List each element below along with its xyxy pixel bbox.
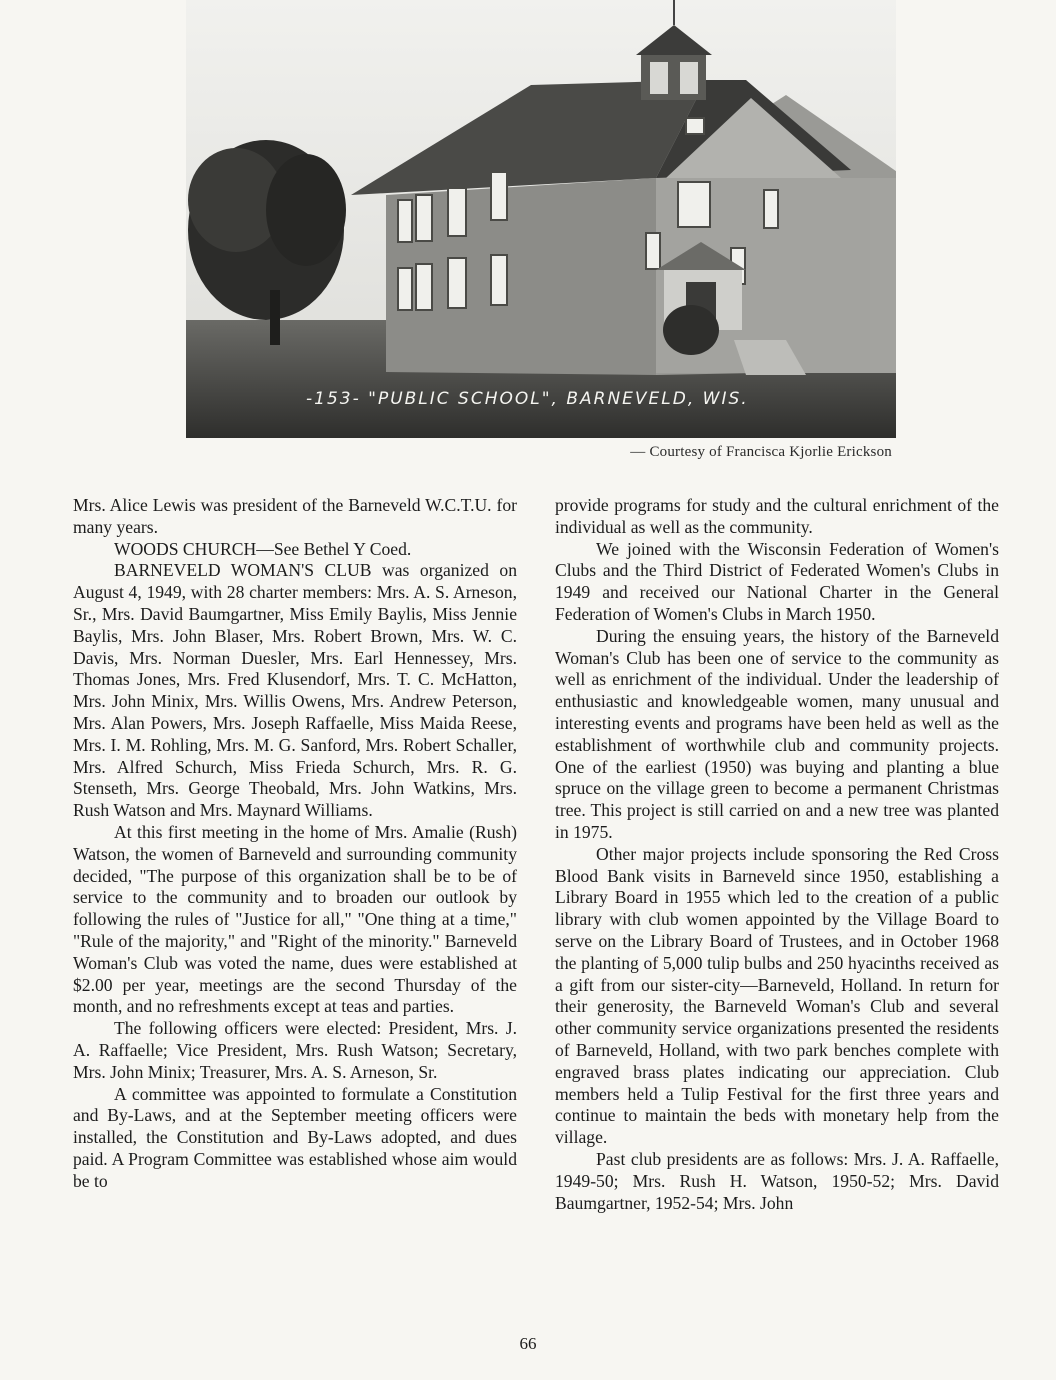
paragraph: provide programs for study and the cultural enrichment of the individual as well as the community. (555, 495, 999, 537)
paragraph: BARNEVELD WOMAN'S CLUB was organized on August 4, 1949, with 28 charter members: Mrs. A. S. Arneson, Sr., Mrs. David Baumgartner, Miss Emily Baylis, Miss Jennie Baylis, Mrs. John Blaser, Mrs. Robert Brown, Mrs. W. C. Davis, Mrs. Norman Duesler, Mrs. Earl Hennessey, Mrs. Thomas Jones, Mrs. Fred Klusendorf, Mrs. T. C. McHatton, Mrs. John Minix, Mrs. Willis Owens, Mrs. Andrew Peterson, Mrs. Alan Powers, Mrs. Joseph Raffaelle, Miss Maida Reese, Mrs. I. M. Rohling, Mrs. M. G. Sanford, Mrs. Robert Schaller, Mrs. Alfred Schurch, Miss Frieda Schurch, Mrs. R. G. Stenseth, Mrs. George Theobald, Mrs. John Watkins, Mrs. Rush Watson and Mrs. Maynard Williams. (73, 560, 517, 821)
right-column (555, 495, 999, 1214)
paragraph: A committee was appointed to formulate a Constitution and By-Laws, and at the September meeting officers were installed, the Constitution and By-Laws adopted, and dues paid. A Program Committee was established whose aim would be to (73, 1083, 517, 1191)
paragraph: The following officers were elected: President, Mrs. J. A. Raffaelle; Vice President, Mrs. Rush Watson; Secretary, Mrs. John Minix; Treasurer, Mrs. A. S. Arneson, Sr. (73, 1018, 517, 1082)
paragraph: During the ensuing years, the history of the Barneveld Woman's Club has been one of service to the community as well as enrichment of the individual. Under the leadership of enthusiastic and knowledgeable women, many unusual and interesting events and programs have been held as well as the establishment of worthwhile club and community projects. One of the earliest (1950) was buying and planting a blue spruce on the village green to become a permanent Christmas tree. This project is still carried on and a new tree was planted in 1975. (555, 625, 999, 842)
photo-credit-caption: — Courtesy of Francisca Kjorlie Erickson (630, 444, 892, 460)
paragraph: Past club presidents are as follows: Mrs. J. A. Raffaelle, 1949-50; Mrs. Rush H. Watson, 1950-52; Mrs. David Baumgartner, 1952-54; Mrs. John (555, 1148, 999, 1213)
school-photograph (186, 0, 896, 438)
paragraph: Other major projects include sponsoring the Red Cross Blood Bank visits in Barneveld since 1950, establishing a Library Board in 1955 which led to the creation of a public library with club women appointed by the Village Board to serve on the Library Board of Trustees, and in October 1968 the planting of 5,000 tulip bulbs and 250 hyacinths received as a gift from our sister-city—Barneveld, Holland. In return for their generosity, the Barneveld Woman's Club and several other community service organizations presented the residents of Barneveld, Holland, with two park benches complete with engraved brass plates indicating our appreciation. Club members held a Tulip Festival for the first three years and continue to maintain the beds with monetary help from the village. (555, 843, 999, 1148)
paragraph: At this first meeting in the home of Mrs. Amalie (Rush) Watson, the women of Barneveld and surrounding community decided, "The purpose of this organization shall be to be of service to the community and to broaden our outlook by following the rules of "Justice for all," "One thing at a time," "Rule of the majority," and "Right of the minority." Barneveld Woman's Club was voted the name, dues were established at $2.00 per year, meetings are the second Thursday of the month, and no refreshments except at teas and parties. (73, 821, 517, 1017)
left-column (73, 495, 517, 1193)
paragraph: WOODS CHURCH—See Bethel Y Coed. (114, 538, 412, 559)
photo-handwritten-caption: -153- "PUBLIC SCHOOL", BARNEVELD, WIS. (306, 389, 749, 409)
paragraph: Mrs. Alice Lewis was president of the Barneveld W.C.T.U. for many years. (73, 495, 517, 537)
paragraph: We joined with the Wisconsin Federation of Women's Clubs and the Third District of Federated Women's Clubs in 1949 and received our National Charter in the General Federation of Women's Clubs in March 1950. (555, 538, 999, 624)
page-number: 66 (519, 1334, 537, 1353)
